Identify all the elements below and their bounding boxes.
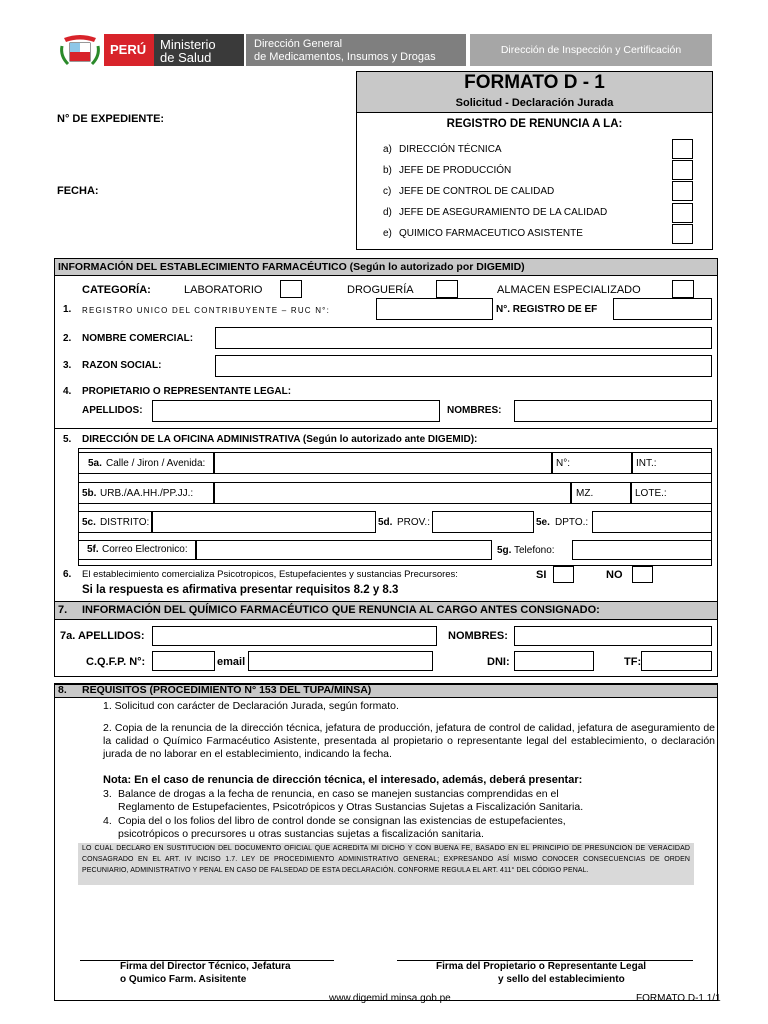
- requisito-3-line1: Balance de drogas a la fecha de renuncia, en caso se manejen sustancias comprendidas en el: [118, 788, 559, 800]
- no-checkbox[interactable]: [632, 566, 653, 583]
- form-subtitle: Solicitud - Declaración Jurada: [455, 97, 614, 109]
- cqfp-input[interactable]: [152, 651, 215, 671]
- option-e-letter: e): [383, 228, 392, 239]
- right-signature-line2: y sello del establecimiento: [498, 974, 625, 985]
- propietario-apellidos-input[interactable]: [152, 400, 440, 422]
- registro-ef-label: N°. REGISTRO DE EF: [496, 304, 598, 315]
- ministry-line1: Ministerio: [160, 37, 216, 52]
- tf-label: TF:: [624, 656, 642, 668]
- footer-url[interactable]: www.digemid.minsa.gob.pe: [329, 993, 451, 1004]
- dni-input[interactable]: [514, 651, 594, 671]
- urb-input[interactable]: [214, 482, 571, 504]
- option-e-label: QUIMICO FARMACEUTICO ASISTENTE: [399, 228, 583, 239]
- si-checkbox[interactable]: [553, 566, 574, 583]
- quimico-nombres-label: NOMBRES:: [448, 630, 508, 642]
- requisito-4-line2: psicotrópicos o precursores u otras sustancias sujetas a fiscalización sanitaria.: [118, 828, 484, 840]
- section8-title: REQUISITOS (PROCEDIMIENTO N° 153 DEL TUPA/MINSA): [82, 684, 372, 696]
- expediente-label: N° DE EXPEDIENTE:: [57, 113, 165, 125]
- option-d-checkbox[interactable]: [672, 203, 693, 223]
- lote-label: LOTE.:: [635, 488, 667, 499]
- ministry-badge: [154, 34, 244, 66]
- calle-code: 5a.: [88, 458, 102, 469]
- categoria-label: CATEGORÍA:: [82, 284, 151, 296]
- option-c-letter: c): [383, 186, 392, 197]
- urb-label: URB./AA.HH./PP.JJ.:: [100, 488, 194, 499]
- psicotropicos-note: Si la respuesta es afirmativa presentar requisitos 8.2 y 8.3: [82, 584, 399, 596]
- cat-drogueria-checkbox[interactable]: [436, 280, 458, 298]
- requisito-2: 2. Copia de la renuncia de la dirección técnica, jefatura de producción, jefatura de control de calidad, jefatura de aseguramiento de la calidad o Químico Farmacéutico Asistente, presentada al propietario o representante legal del establecimiento, o declaración jurada de no laborar en el establecimiento, indicando la fecha.: [103, 722, 715, 760]
- form-title: FORMATO D - 1: [464, 72, 605, 93]
- calle-input[interactable]: [214, 452, 552, 474]
- option-a-label: DIRECCIÓN TÉCNICA: [399, 144, 502, 155]
- quimico-nombres-input[interactable]: [514, 626, 712, 646]
- section7-title: INFORMACIÓN DEL QUÍMICO FARMACÉUTICO QUE RENUNCIA AL CARGO ANTES CONSIGNADO:: [82, 604, 600, 616]
- requisito-1: 1. Solicitud con carácter de Declaración Jurada, según formato.: [103, 700, 399, 712]
- section-divider: [54, 428, 718, 429]
- directorate-badge: [246, 34, 466, 66]
- distrito-input[interactable]: [152, 511, 376, 533]
- right-signature-line1: Firma del Propietario o Representante Legal: [436, 961, 647, 972]
- option-b-checkbox[interactable]: [672, 160, 693, 180]
- propietario-label: PROPIETARIO O REPRESENTANTE LEGAL:: [82, 386, 292, 397]
- psicotropicos-question: El establecimiento comercializa Psicotropicos, Estupefacientes y sustancias Precursores:: [82, 569, 458, 580]
- item-2-number: 2.: [63, 333, 72, 344]
- establishment-section-title: INFORMACIÓN DEL ESTABLECIMIENTO FARMACÉUTICO (Según lo autorizado por DIGEMID): [58, 261, 525, 273]
- quimico-apellidos-label: 7a. APELLIDOS:: [60, 630, 145, 642]
- footer-page-code: FORMATO D-1 1/1: [636, 993, 721, 1004]
- option-b-label: JEFE DE PRODUCCIÓN: [399, 165, 512, 176]
- directorate-line1: Dirección General: [254, 38, 343, 50]
- cat-almacen-checkbox[interactable]: [672, 280, 694, 298]
- urb-code: 5b.: [82, 488, 97, 499]
- nombre-comercial-input[interactable]: [215, 327, 712, 349]
- registro-title: REGISTRO DE RENUNCIA A LA:: [446, 118, 623, 130]
- propietario-apellidos-label: APELLIDOS:: [82, 405, 143, 416]
- item-1-number: 1.: [63, 304, 72, 315]
- numero-label: N°:: [556, 458, 570, 469]
- registro-ef-input[interactable]: [613, 298, 712, 320]
- departamento-code: 5e.: [536, 517, 550, 528]
- legal-declaration: LO CUAL DECLARO EN SUSTITUCION DEL DOCUMENTO OFICIAL QUE ACREDITA MI DICHO Y CON BUENA FE, BASADO EN EL PRINCIPIO DE PRESUNCION DE VERACIDAD CONSAGRADO EN EL ART. IV INCISO 1.7. LEY DE PROCEDIMIENTO ADMINISTRATIVO GENERAL; EXPRESANDO ASÍ MISMO CONOCER CONSECUENCIAS DE ORDEN PECUNIARIO, ADMINISTRATIVO Y PENAL EN CASO DE FALSEDAD DE ESTA DECLARACIÓN. CONFORME REGULA EL ART. 411° DEL CÓDIGO PENAL.: [82, 845, 690, 874]
- section7-number: 7.: [58, 604, 68, 616]
- option-c-checkbox[interactable]: [672, 181, 693, 201]
- direccion-label: DIRECCIÓN DE LA OFICINA ADMINISTRATIVA (Según lo autorizado ante DIGEMID):: [82, 434, 478, 445]
- section8-number: 8.: [58, 684, 67, 696]
- provincia-code: 5d.: [378, 517, 393, 528]
- quimico-apellidos-input[interactable]: [152, 626, 437, 646]
- dni-label: DNI:: [487, 656, 510, 668]
- directorate-line2: de Medicamentos, Insumos y Drogas: [254, 51, 436, 63]
- peru-label: PERÚ: [110, 42, 147, 57]
- correo-input[interactable]: [196, 540, 492, 560]
- cat-laboratorio-checkbox[interactable]: [280, 280, 302, 298]
- item-3-number: 3.: [63, 360, 72, 371]
- item-6-number: 6.: [63, 569, 72, 580]
- nombre-comercial-label: NOMBRE COMERCIAL:: [82, 333, 194, 344]
- peru-badge: [104, 34, 154, 66]
- no-label: NO: [606, 569, 623, 581]
- left-signature-line1: Firma del Director Técnico, Jefatura: [120, 961, 291, 972]
- option-a-checkbox[interactable]: [672, 139, 693, 159]
- si-label: SI: [536, 569, 547, 581]
- ruc-label: REGISTRO UNICO DEL CONTRIBUYENTE – RUC N°:: [82, 306, 330, 315]
- telefono-code: 5g.: [497, 545, 512, 556]
- provincia-input[interactable]: [432, 511, 534, 533]
- fecha-label: FECHA:: [57, 185, 99, 197]
- option-c-label: JEFE DE CONTROL DE CALIDAD: [399, 186, 555, 197]
- provincia-label: PROV.:: [397, 517, 430, 528]
- requisito-3-line2: Reglamento de Estupefacientes, Psicotrópicos y Otras Sustancias Sujetas a Fiscalización Sanitaria.: [118, 801, 584, 813]
- option-d-letter: d): [383, 207, 392, 218]
- peru-coat-of-arms-icon: [58, 34, 102, 66]
- requisito-4-line1: Copia del o los folios del libro de control donde se consignan las existencias de estupefacientes,: [118, 815, 566, 827]
- cqfp-label: C.Q.F.P. N°:: [86, 656, 146, 668]
- option-e-checkbox[interactable]: [672, 224, 693, 244]
- distrito-label: DISTRITO:: [100, 517, 150, 528]
- requisito-3-number: 3.: [103, 788, 112, 800]
- cat-laboratorio-label: LABORATORIO: [184, 284, 263, 296]
- distrito-code: 5c.: [82, 517, 96, 528]
- mz-label: MZ.: [576, 488, 594, 499]
- email-input[interactable]: [248, 651, 433, 671]
- email-label: email: [217, 656, 246, 668]
- correo-label: Correo Electronico:: [102, 544, 188, 555]
- nota-label: Nota: En el caso de renuncia de dirección técnica, el interesado, además, deberá presentar:: [103, 774, 583, 786]
- department-badge: [470, 34, 712, 66]
- telefono-label: Telefono:: [514, 545, 555, 556]
- correo-code: 5f.: [87, 544, 99, 555]
- tf-input[interactable]: [641, 651, 712, 671]
- cat-almacen-label: ALMACEN ESPECIALIZADO: [497, 284, 641, 296]
- interior-label: INT.:: [636, 458, 657, 469]
- ministry-line2: de Salud: [160, 50, 212, 65]
- departamento-label: DPTO.:: [555, 517, 589, 528]
- ruc-input[interactable]: [376, 298, 493, 320]
- propietario-nombres-label: NOMBRES:: [447, 405, 502, 416]
- department-label: Dirección de Inspección y Certificación: [500, 44, 682, 56]
- razon-social-input[interactable]: [215, 355, 712, 377]
- item-5-number: 5.: [63, 434, 72, 445]
- left-signature-line2: o Qumico Farm. Asisitente: [120, 974, 247, 985]
- option-b-letter: b): [383, 165, 392, 176]
- option-a-letter: a): [383, 144, 392, 155]
- item-4-number: 4.: [63, 386, 72, 397]
- telefono-input[interactable]: [572, 540, 712, 560]
- calle-label: Calle / Jiron / Avenida:: [106, 458, 206, 469]
- propietario-nombres-input[interactable]: [514, 400, 712, 422]
- departamento-input[interactable]: [592, 511, 712, 533]
- cat-drogueria-label: DROGUERÍA: [347, 284, 414, 296]
- razon-social-label: RAZON SOCIAL:: [82, 360, 162, 371]
- requisito-4-number: 4.: [103, 815, 112, 827]
- option-d-label: JEFE DE ASEGURAMIENTO DE LA CALIDAD: [399, 207, 608, 218]
